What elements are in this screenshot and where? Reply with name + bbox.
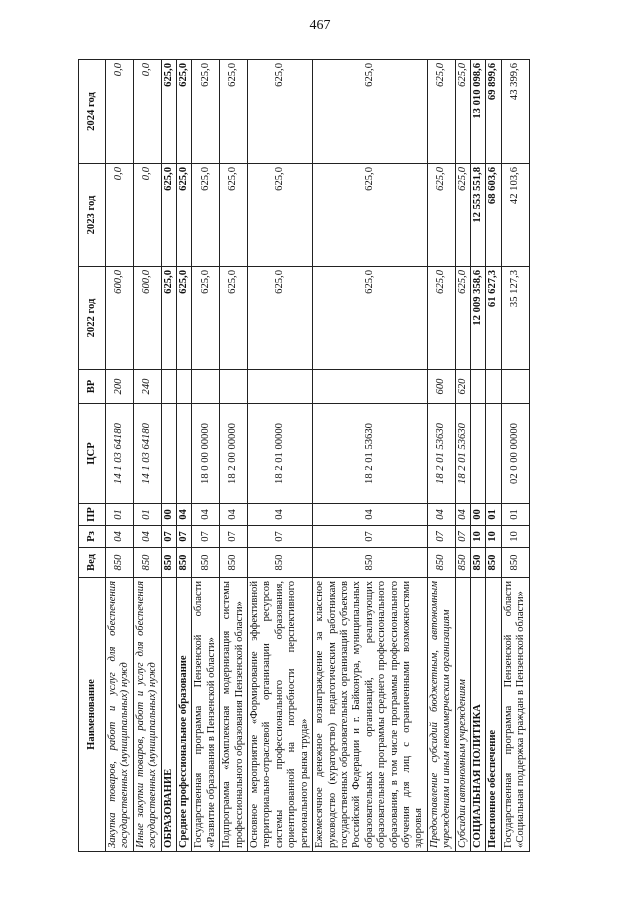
cell-vr <box>486 370 501 404</box>
cell-ved: 850 <box>177 548 192 578</box>
cell-rz: 10 <box>486 526 501 548</box>
cell-ved: 850 <box>455 548 470 578</box>
cell-csr: 18 2 00 00000 <box>220 404 248 504</box>
table-row <box>486 60 501 852</box>
cell-csr <box>161 404 176 504</box>
cell-name: Иные закупки товаров, работ и услуг для обеспечения государственных (муниципальных) нужд <box>133 578 161 852</box>
table-row <box>313 60 428 852</box>
cell-2022: 625,0 <box>177 267 192 370</box>
cell-name: Пенсионное обеспечение <box>486 578 501 852</box>
cell-pr: 01 <box>501 504 529 526</box>
cell-vr <box>248 370 313 404</box>
header-name: Наименование <box>79 578 106 852</box>
header-ved: Вед <box>79 548 106 578</box>
header-vr: ВР <box>79 370 106 404</box>
cell-ved: 850 <box>248 548 313 578</box>
cell-2024: 625,0 <box>248 60 313 164</box>
cell-ved: 850 <box>192 548 220 578</box>
cell-vr: 600 <box>427 370 455 404</box>
rotated-table-container <box>78 60 548 852</box>
cell-csr: 18 2 01 00000 <box>248 404 313 504</box>
cell-name: Подпрограмма «Комплексная модернизация системы профессионального образования Пензенской области» <box>220 578 248 852</box>
cell-vr <box>192 370 220 404</box>
cell-2022: 600,0 <box>106 267 134 370</box>
cell-2023: 625,0 <box>177 164 192 267</box>
cell-rz: 07 <box>161 526 176 548</box>
cell-2024: 625,0 <box>161 60 176 164</box>
cell-2023: 12 553 551,8 <box>470 164 485 267</box>
cell-2023: 0,0 <box>133 164 161 267</box>
cell-ved: 850 <box>220 548 248 578</box>
cell-2024: 625,0 <box>455 60 470 164</box>
cell-2024: 625,0 <box>220 60 248 164</box>
cell-name: Субсидии автономным учреждениям <box>455 578 470 852</box>
cell-2023: 625,0 <box>455 164 470 267</box>
cell-2023: 625,0 <box>313 164 428 267</box>
cell-2024: 625,0 <box>192 60 220 164</box>
cell-vr: 620 <box>455 370 470 404</box>
cell-ved: 850 <box>106 548 134 578</box>
budget-table <box>78 59 530 852</box>
cell-2023: 625,0 <box>427 164 455 267</box>
table-row <box>220 60 248 852</box>
table-row <box>455 60 470 852</box>
cell-csr: 02 0 00 00000 <box>501 404 529 504</box>
cell-name: Закупка товаров, работ и услуг для обеспечения государственных (муниципальных) нужд <box>106 578 134 852</box>
cell-2022: 625,0 <box>220 267 248 370</box>
cell-ved: 850 <box>161 548 176 578</box>
cell-ved: 850 <box>470 548 485 578</box>
cell-2024: 625,0 <box>427 60 455 164</box>
cell-2022: 35 127,3 <box>501 267 529 370</box>
cell-csr: 18 2 01 53630 <box>427 404 455 504</box>
cell-ved: 850 <box>133 548 161 578</box>
cell-name: Государственная программа Пензенской области «Развитие образования в Пензенской области» <box>192 578 220 852</box>
cell-2024: 13 010 098,6 <box>470 60 485 164</box>
cell-csr: 18 2 01 53630 <box>313 404 428 504</box>
header-2022: 2022 год <box>79 267 106 370</box>
cell-2023: 625,0 <box>192 164 220 267</box>
cell-name: Основное мероприятие «Формирование эффективной территориально-отраслевой организации ресурсов системы профессионального образования, ориентированной на потребности перспективного регионального рынка труда» <box>248 578 313 852</box>
cell-2022: 600,0 <box>133 267 161 370</box>
cell-vr <box>220 370 248 404</box>
cell-pr: 04 <box>192 504 220 526</box>
cell-name: ОБРАЗОВАНИЕ <box>161 578 176 852</box>
cell-2022: 625,0 <box>427 267 455 370</box>
table-row <box>133 60 161 852</box>
cell-csr <box>486 404 501 504</box>
cell-vr <box>470 370 485 404</box>
header-2023: 2023 год <box>79 164 106 267</box>
table-row <box>427 60 455 852</box>
header-csr: ЦСР <box>79 404 106 504</box>
cell-pr: 04 <box>248 504 313 526</box>
cell-2023: 625,0 <box>161 164 176 267</box>
cell-rz: 07 <box>427 526 455 548</box>
cell-csr <box>177 404 192 504</box>
cell-2024: 625,0 <box>313 60 428 164</box>
cell-name: Государственная программа Пензенской области «Социальная поддержка граждан в Пензенской области» <box>501 578 529 852</box>
cell-2023: 0,0 <box>106 164 134 267</box>
cell-csr: 14 1 03 64180 <box>133 404 161 504</box>
cell-rz: 07 <box>313 526 428 548</box>
cell-2023: 625,0 <box>248 164 313 267</box>
cell-2022: 12 009 358,6 <box>470 267 485 370</box>
cell-vr <box>501 370 529 404</box>
cell-name: Ежемесячное денежное вознаграждение за классное руководство (кураторство) педагогическим работникам государственных образовательных организаций субъектов Российской Федерации и г. Байконура, муниципальных образовательных организаций, реализующих образовательные программы среднего профессионального образования, в том числе программы профессионального обучения для лиц с ограниченными возможностями здоровья <box>313 578 428 852</box>
cell-2022: 625,0 <box>161 267 176 370</box>
table-row <box>177 60 192 852</box>
cell-rz: 10 <box>470 526 485 548</box>
cell-pr: 00 <box>470 504 485 526</box>
table-header-row <box>79 60 106 852</box>
header-pr: ПР <box>79 504 106 526</box>
cell-2022: 625,0 <box>192 267 220 370</box>
cell-pr: 04 <box>177 504 192 526</box>
cell-rz: 07 <box>192 526 220 548</box>
cell-2024: 0,0 <box>106 60 134 164</box>
cell-name: Среднее профессиональное образование <box>177 578 192 852</box>
cell-ved: 850 <box>486 548 501 578</box>
cell-2024: 0,0 <box>133 60 161 164</box>
cell-pr: 01 <box>106 504 134 526</box>
table-row <box>192 60 220 852</box>
rotated-page-content <box>78 60 548 852</box>
cell-2022: 61 627,3 <box>486 267 501 370</box>
cell-vr <box>313 370 428 404</box>
cell-rz: 07 <box>248 526 313 548</box>
cell-pr: 04 <box>455 504 470 526</box>
cell-vr: 200 <box>106 370 134 404</box>
cell-2023: 625,0 <box>220 164 248 267</box>
cell-2022: 625,0 <box>455 267 470 370</box>
table-row <box>248 60 313 852</box>
cell-ved: 850 <box>427 548 455 578</box>
cell-pr: 04 <box>427 504 455 526</box>
cell-rz: 10 <box>501 526 529 548</box>
cell-vr <box>161 370 176 404</box>
cell-ved: 850 <box>313 548 428 578</box>
cell-pr: 01 <box>486 504 501 526</box>
table-row <box>470 60 485 852</box>
table-body <box>106 60 530 852</box>
cell-vr: 240 <box>133 370 161 404</box>
table-row <box>106 60 134 852</box>
cell-rz: 07 <box>455 526 470 548</box>
cell-2023: 42 103,6 <box>501 164 529 267</box>
cell-csr: 14 1 03 64180 <box>106 404 134 504</box>
header-rz: Рз <box>79 526 106 548</box>
cell-2024: 69 899,6 <box>486 60 501 164</box>
cell-2022: 625,0 <box>248 267 313 370</box>
cell-csr: 18 2 01 53630 <box>455 404 470 504</box>
cell-rz: 07 <box>220 526 248 548</box>
cell-2024: 625,0 <box>177 60 192 164</box>
cell-vr <box>177 370 192 404</box>
cell-rz: 07 <box>177 526 192 548</box>
cell-csr: 18 0 00 00000 <box>192 404 220 504</box>
cell-name: Предоставление субсидий бюджетным, автономным учреждениям и иным некоммерческим организациям <box>427 578 455 852</box>
cell-pr: 01 <box>133 504 161 526</box>
cell-pr: 04 <box>220 504 248 526</box>
header-2024: 2024 год <box>79 60 106 164</box>
cell-rz: 04 <box>106 526 134 548</box>
cell-csr <box>470 404 485 504</box>
page-number: 467 <box>309 18 331 33</box>
cell-pr: 00 <box>161 504 176 526</box>
cell-ved: 850 <box>501 548 529 578</box>
cell-pr: 04 <box>313 504 428 526</box>
cell-2022: 625,0 <box>313 267 428 370</box>
cell-2023: 68 603,6 <box>486 164 501 267</box>
table-row <box>501 60 529 852</box>
cell-rz: 04 <box>133 526 161 548</box>
table-row <box>161 60 176 852</box>
cell-name: СОЦИАЛЬНАЯ ПОЛИТИКА <box>470 578 485 852</box>
cell-2024: 43 399,6 <box>501 60 529 164</box>
